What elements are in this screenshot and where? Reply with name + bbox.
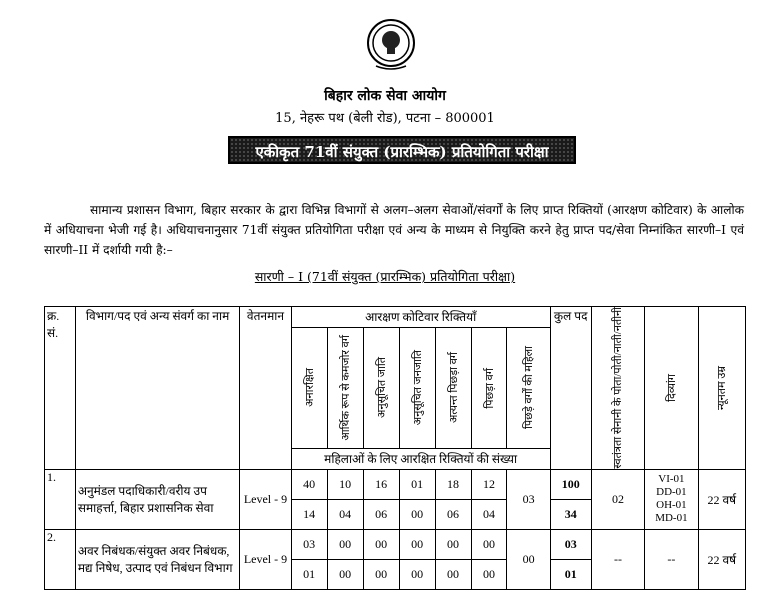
disability-entry: MD-01 [655, 512, 688, 525]
row-sno: 1. [45, 469, 76, 529]
women-cell: 00 [399, 499, 435, 529]
category-header: अनुसूचित जनजाति [411, 350, 424, 426]
vacancy-cell: 00 [471, 529, 507, 559]
organization-name: बिहार लोक सेवा आयोग [324, 88, 446, 104]
category-header: पिछड़े वर्गों की महिला [523, 346, 536, 430]
table-row [45, 529, 746, 559]
row-dept: अवर निबंधक/संयुक्त अवर निबंधक, मद्य निषेध, उत्पाद एवं निबंधन विभाग [75, 529, 239, 589]
header-disability: दिव्यांग [665, 373, 678, 402]
women-cell: 00 [399, 559, 435, 589]
header-pay: वेतनमान [240, 307, 291, 470]
min-age-cell: 22 वर्ष [698, 529, 745, 589]
table-row [45, 469, 746, 499]
bpsc-emblem [366, 18, 416, 72]
row-sno: 2. [45, 529, 76, 589]
vacancy-cell: 40 [291, 469, 327, 499]
total-cell: 100 [550, 469, 591, 499]
freedom-cell: -- [591, 529, 644, 589]
disability-entry: -- [667, 551, 676, 566]
header-sno: क्र. सं. [45, 307, 76, 470]
header-min-age: न्यूनतम उम्र [716, 365, 729, 410]
bc-women-cell: 00 [507, 529, 550, 589]
exam-title-banner: एकीकृत 71वीं संयुक्त (प्रारम्भिक) प्रतियोगिता परीक्षा [228, 136, 576, 164]
category-header: अनारक्षित [303, 368, 316, 408]
vacancy-cell: 16 [363, 469, 399, 499]
women-cell: 00 [363, 559, 399, 589]
women-cell: 04 [327, 499, 363, 529]
vacancy-cell: 18 [435, 469, 471, 499]
intro-paragraph: सामान्य प्रशासन विभाग, बिहार सरकार के द्वारा विभिन्न विभागों से अलग–अलग सेवाओं/संवर्गों के लिए प्राप्त रिक्तियों (आरक्षण कोटिवार) के आलोक में अधियाचना भेजी गई है। अधियाचनानुसार 71वीं संयुक्त प्रतियोगिता परीक्षा एवं अन्य के माध्यम से नियुक्ति करने हेतु प्राप्त पद/सेवा निम्नांकित सारणी–I एवं सारणी–II में दर्शायी गयी है:– [44, 203, 744, 257]
vacancy-cell: 10 [327, 469, 363, 499]
header-reservation: आरक्षण कोटिवार रिक्तियाँ [291, 307, 550, 328]
total-cell: 03 [550, 529, 591, 559]
women-reserved-header: महिलाओं के लिए आरक्षित रिक्तियों की संख्या [291, 449, 550, 470]
vacancy-cell: 00 [327, 529, 363, 559]
vacancy-cell: 03 [291, 529, 327, 559]
vacancy-cell: 00 [363, 529, 399, 559]
women-cell: 14 [291, 499, 327, 529]
header-total: कुल पद [550, 307, 591, 470]
disability-entry: VI-01 [658, 473, 685, 486]
women-cell: 00 [471, 559, 507, 589]
table-caption: सारणी – I (71वीं संयुक्त (प्रारम्भिक) प्रतियोगिता परीक्षा) [254, 269, 516, 284]
vacancy-cell: 12 [471, 469, 507, 499]
category-header: आर्थिक रूप से कमजोर वर्ग [339, 335, 352, 441]
women-cell: 06 [435, 499, 471, 529]
vacancy-cell: 00 [435, 529, 471, 559]
header-freedom: स्वतंत्रता सेनानी के पोता/पोती/नाती/नतीनी [612, 307, 625, 469]
row-pay: Level - 9 [240, 469, 291, 529]
women-cell: 04 [471, 499, 507, 529]
disability-entry: DD-01 [656, 486, 687, 499]
min-age-cell: 22 वर्ष [698, 469, 745, 529]
vacancy-cell: 00 [399, 529, 435, 559]
row-pay: Level - 9 [240, 529, 291, 589]
women-cell: 01 [291, 559, 327, 589]
total-women-cell: 34 [550, 499, 591, 529]
women-cell: 00 [435, 559, 471, 589]
header-dept: विभाग/पद एवं अन्य संवर्ग का नाम [75, 307, 239, 470]
disability-entry: OH-01 [656, 499, 687, 512]
organization-address: 15, नेहरू पथ (बेली रोड), पटना – 800001 [275, 111, 495, 126]
freedom-cell: 02 [591, 469, 644, 529]
vacancy-cell: 01 [399, 469, 435, 499]
category-header: पिछड़ा वर्ग [483, 367, 496, 409]
category-header: अत्यन्त पिछड़ा वर्ग [447, 352, 460, 424]
bc-women-cell: 03 [507, 469, 550, 529]
women-cell: 00 [327, 559, 363, 589]
category-header: अनुसूचित जाति [375, 357, 388, 419]
women-cell: 06 [363, 499, 399, 529]
total-women-cell: 01 [550, 559, 591, 589]
vacancy-table [44, 306, 746, 590]
row-dept: अनुमंडल पदाधिकारी/वरीय उप समाहर्त्ता, बिहार प्रशासनिक सेवा [75, 469, 239, 529]
